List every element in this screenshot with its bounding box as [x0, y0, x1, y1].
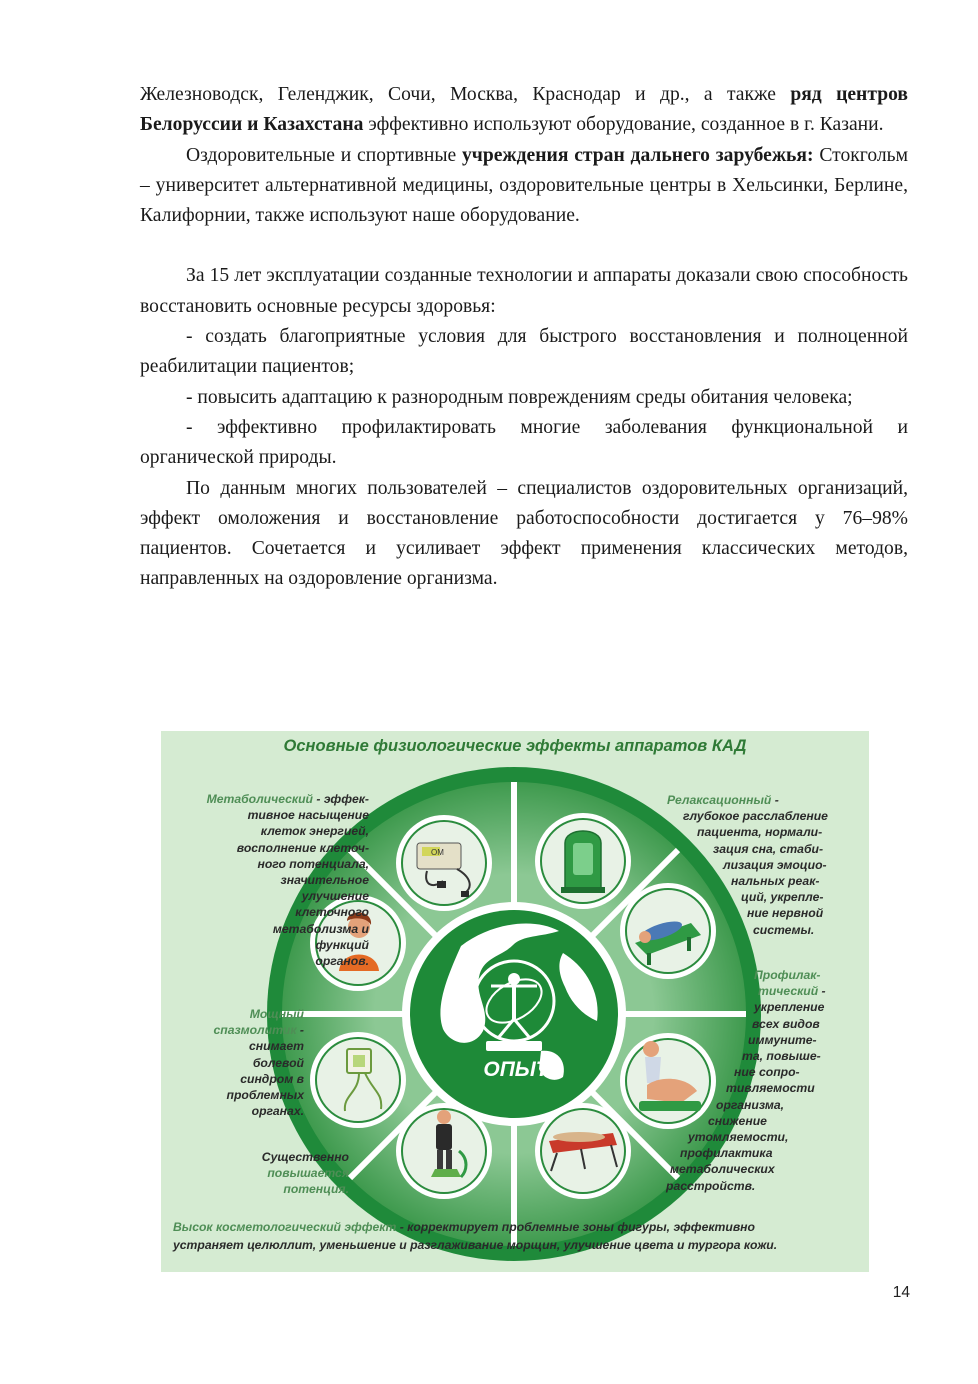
- couch-icon: [535, 1103, 631, 1199]
- bold-text: ряд центров Белоруссии и Казахстана: [140, 84, 909, 136]
- caption-line: метаболизма и: [272, 921, 369, 936]
- caption-line: - корректирует проблемные зоны фигуры, эффективно: [396, 1220, 755, 1234]
- caption-line: расстройств.: [666, 1178, 756, 1193]
- center-label: ОПЫТ: [483, 1058, 549, 1081]
- caption-line: устраняет целюллит, уменьшение и разглаживание морщин, улучшение цвета и тургора кожи.: [173, 1238, 778, 1252]
- caption-line: повышается: [267, 1166, 349, 1181]
- prophylactic-caption: [666, 967, 866, 1194]
- prophylactic-title: тический: [758, 984, 819, 999]
- caption-line: ние нервной: [747, 906, 824, 921]
- paragraph-2: [140, 141, 908, 232]
- caption-line: организма,: [716, 1097, 785, 1112]
- caption-line: восполнение клеточ-: [236, 840, 369, 855]
- text: Железноводск, Геленджик, Сочи, Москва, Краснодар и др., а также: [140, 84, 791, 105]
- caption-line: тивное насыщение: [247, 808, 369, 823]
- paragraph-7: По данным многих пользователей – специалистов оздоровительных организаций, эффект омоложения и восстановление работоспособности достигается у 76–98% пациентов. Сочетается и усиливает эффект применения классических методов, направленных на оздоровление организма.: [140, 477, 908, 590]
- caption-line: иммуните-: [748, 1032, 817, 1047]
- caption-line: пациента, нормали-: [697, 825, 823, 840]
- caption-line: значительное: [280, 873, 369, 888]
- caption-line: снижение: [708, 1113, 767, 1128]
- caption-line: улучшение: [301, 889, 369, 904]
- text: Стокгольм – университет альтернативной медицины, оздоровительные центры в Хельсинки, Берлине, Калифорнии, также используют наше оборудование.: [140, 144, 908, 227]
- paragraph-3: За 15 лет эксплуатации созданные технологии и аппараты доказали свою способность восстановить основные ресурсы здоровья:: [140, 265, 908, 317]
- electrode-icon: [310, 1032, 406, 1128]
- bold-text: учреждения стран дальнего зарубежья:: [461, 144, 814, 166]
- caption-line: клеток энергией,: [260, 824, 369, 839]
- caption-line: потенция.: [283, 1182, 349, 1197]
- caption-line: тивляемости: [726, 1081, 815, 1096]
- potency-caption: [169, 1149, 349, 1198]
- caption-line: -: [296, 1023, 304, 1038]
- caption-line: профилактика: [680, 1146, 773, 1161]
- caption-line: - эффек-: [313, 792, 369, 806]
- caption-line: системы.: [753, 922, 815, 937]
- paragraph-5: - повысить адаптацию к разнородным повреждениям среды обитания человека;: [186, 386, 853, 408]
- caption-line: глубокое расслабление: [683, 809, 828, 824]
- caption-line: нальных реак-: [731, 874, 820, 889]
- caption-line: утомляемости,: [688, 1130, 789, 1145]
- caption-line: снимает: [249, 1039, 304, 1054]
- cosmetic-caption: [173, 1218, 863, 1254]
- spasmolytic-title: Мощный: [249, 1007, 304, 1021]
- cosmetic-title: Высок косметологический эффект: [173, 1220, 397, 1234]
- device-icon: [396, 815, 492, 911]
- caption-line: ние сопро-: [734, 1065, 800, 1080]
- caption-line: та, повыше-: [742, 1049, 821, 1064]
- standing-man-icon: [396, 1103, 492, 1199]
- metabolic-title: Метаболический: [206, 792, 314, 806]
- figure-title: Основные физиологические эффекты аппаратов КАД: [283, 737, 747, 755]
- spasmolytic-caption: [169, 1006, 304, 1119]
- caption-line: болевой: [252, 1055, 304, 1070]
- document-body: [140, 80, 908, 595]
- caption-line: синдром в: [240, 1071, 304, 1086]
- caption-line: функций: [315, 937, 369, 952]
- caption-line: проблемных: [226, 1088, 304, 1103]
- caption-line: ций, укрепле-: [741, 890, 824, 905]
- capsule-icon: [535, 813, 631, 909]
- caption-line: клеточного: [295, 905, 369, 920]
- relax-caption: [667, 792, 867, 938]
- caption-line: -: [818, 984, 826, 999]
- caption-line: Существенно: [261, 1150, 349, 1164]
- caption-line: ного потенциала,: [257, 856, 369, 871]
- text: эффективно используют оборудование, созданное в г. Казани.: [363, 114, 884, 136]
- caption-line: лизация эмоцио-: [723, 857, 827, 872]
- caption-line: метаболических: [670, 1162, 775, 1177]
- caption-line: всех видов: [752, 1016, 820, 1031]
- caption-line: зация сна, стаби-: [713, 841, 824, 856]
- metabolic-caption: [169, 791, 369, 969]
- spasmolytic-title: спазмолитик: [213, 1023, 297, 1038]
- device-label: ОМ: [431, 848, 444, 857]
- paragraph-1: [140, 80, 908, 141]
- paragraph-6: - эффективно профилактировать многие заболевания функциональной и органической природы.: [140, 416, 908, 469]
- caption-line: укрепление: [754, 1000, 825, 1015]
- paragraph-4: - создать благоприятные условия для быстрого восстановления и полноценной реабилитации пациентов;: [140, 326, 908, 378]
- relax-title: Релаксационный: [667, 793, 772, 807]
- text: Оздоровительные и спортивные: [186, 144, 462, 166]
- caption-line: органов.: [315, 954, 369, 969]
- prophylactic-title: Профилак-: [754, 968, 821, 982]
- effects-infographic: [161, 731, 869, 1272]
- caption-line: -: [771, 793, 779, 807]
- caption-line: органах.: [251, 1104, 304, 1119]
- page-number: 14: [892, 1284, 910, 1301]
